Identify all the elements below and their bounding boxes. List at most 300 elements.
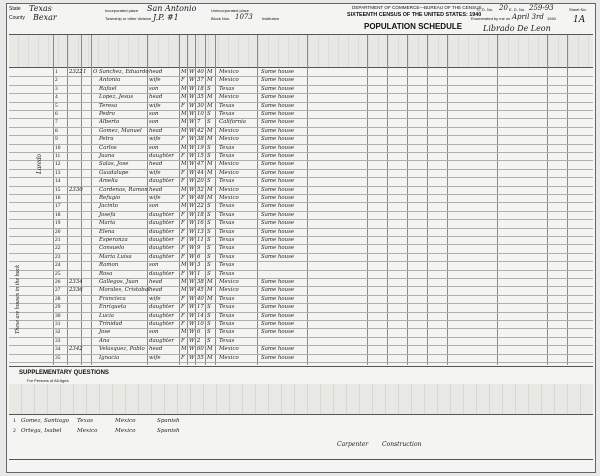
cell-name: Jacinto <box>99 203 119 210</box>
cell-age: 42 <box>197 127 204 134</box>
cell-birthplace: Mexico <box>219 169 239 176</box>
cell-birthplace: Texas <box>219 312 235 319</box>
cell-marital: S <box>207 228 211 235</box>
supplementary-line: 1 <box>13 418 16 424</box>
cell-residence: Same house <box>261 287 295 294</box>
cell-marital: M <box>207 77 213 84</box>
cell-relation: son <box>149 329 159 336</box>
cell-relation: son <box>149 262 159 269</box>
cell-age: 3 <box>197 262 201 269</box>
cell-race: W <box>189 77 195 84</box>
cell-line: 29 <box>55 304 61 311</box>
cell-name: Teresa <box>99 102 118 109</box>
cell-residence: Same house <box>261 127 295 134</box>
table-row <box>7 186 547 195</box>
cell-marital: M <box>207 186 213 193</box>
cell-residence: Same house <box>261 346 295 353</box>
footer-occupation: Carpenter <box>337 441 369 448</box>
cell-race: W <box>189 69 195 75</box>
cell-race: W <box>189 111 195 117</box>
cell-birthplace: Mexico <box>219 161 239 168</box>
cell-sex: M <box>181 161 187 168</box>
cell-line: 26 <box>55 279 61 285</box>
cell-birthplace: Texas <box>219 144 235 151</box>
table-row <box>7 295 547 304</box>
supplementary-birth2: Mexico <box>115 418 136 424</box>
cell-race: W <box>189 178 195 185</box>
supplementary-subtitle: For Persons of All Ages <box>27 378 69 383</box>
table-row <box>7 118 547 127</box>
cell-age: 19 <box>197 144 204 151</box>
cell-race: W <box>189 262 195 269</box>
supplementary-line: 2 <box>13 428 16 434</box>
cell-birthplace: Texas <box>219 337 235 344</box>
cell-marital: M <box>207 94 213 101</box>
supplementary-birth1: Mexico <box>77 428 98 434</box>
cell-relation: wife <box>149 169 161 176</box>
cell-name: Carlos <box>99 144 117 151</box>
table-row <box>7 354 547 363</box>
cell-marital: M <box>207 169 213 176</box>
cell-sex: F <box>181 270 185 277</box>
supplementary-header-band <box>9 384 593 414</box>
cell-name: Guadalupe <box>99 169 129 176</box>
state-label: State <box>9 6 21 12</box>
cell-name: Josefa <box>99 211 116 218</box>
incorporated-place-value: San Antonio <box>147 4 197 13</box>
cell-dwelling: 1 <box>83 69 87 75</box>
cell-name: Rafael <box>99 85 117 92</box>
cell-sex: M <box>181 69 187 75</box>
cell-relation: son <box>149 119 159 126</box>
cell-residence: Same house <box>261 329 295 336</box>
cell-marital: M <box>207 102 213 109</box>
cell-sex: F <box>181 337 185 344</box>
cell-birthplace: Texas <box>219 102 235 109</box>
cell-marital: S <box>207 153 211 159</box>
cell-residence: Same house <box>261 253 295 260</box>
cell-line: 33 <box>55 337 61 344</box>
cell-race: W <box>189 127 195 134</box>
cell-birthplace: Texas <box>219 153 235 159</box>
cell-birthplace: Texas <box>219 270 235 277</box>
cell-line: 17 <box>55 203 61 210</box>
cell-residence: Same house <box>261 321 295 327</box>
ed-label: E. D. No. <box>509 7 526 12</box>
cell-relation: daughter <box>149 321 174 327</box>
cell-relation: head <box>149 279 163 285</box>
cell-line: 15 <box>55 186 61 193</box>
ed-value: 259-93 <box>529 4 554 12</box>
cell-marital: S <box>207 312 211 319</box>
cell-race: W <box>189 195 195 201</box>
cell-marital: S <box>207 203 211 210</box>
table-row <box>7 152 547 161</box>
cell-birthplace: Texas <box>219 228 235 235</box>
cell-marital: S <box>207 253 211 260</box>
cell-relation: son <box>149 144 159 151</box>
cell-age: 44 <box>197 169 204 176</box>
supplementary-lang: Spanish <box>157 418 180 424</box>
cell-marital: S <box>207 211 211 218</box>
cell-age: 11 <box>197 237 204 243</box>
cell-relation: son <box>149 111 159 117</box>
cell-age: 45 <box>197 287 204 294</box>
cell-relation: daughter <box>149 304 174 311</box>
cell-relation: daughter <box>149 237 174 243</box>
cell-name: Amelia <box>99 178 118 185</box>
cell-race: W <box>189 203 195 210</box>
cell-birthplace: Texas <box>219 295 235 302</box>
table-row <box>7 244 547 253</box>
cell-residence: Same house <box>261 94 295 101</box>
cell-line: 10 <box>55 144 61 151</box>
cell-age: 2 <box>197 337 201 344</box>
block-value: 1073 <box>235 13 253 21</box>
cell-marital: M <box>207 346 213 353</box>
cell-sex: F <box>181 169 185 176</box>
cell-sex: F <box>181 153 185 159</box>
cell-sex: F <box>181 321 185 327</box>
cell-residence: Same house <box>261 69 295 75</box>
cell-age: 37 <box>197 77 204 84</box>
cell-relation: daughter <box>149 178 174 185</box>
cell-name: Gomez, Manuel <box>99 127 142 134</box>
supplementary-lang: Spanish <box>157 428 180 434</box>
cell-residence: Same house <box>261 312 295 319</box>
cell-marital: M <box>207 161 213 168</box>
table-row <box>7 169 547 178</box>
cell-age: 60 <box>197 346 204 353</box>
cell-marital: M <box>207 195 213 201</box>
department-line: DEPARTMENT OF COMMERCE—BUREAU OF THE CENSUS <box>352 5 482 10</box>
cell-line: 31 <box>55 321 61 327</box>
cell-sex: F <box>181 312 185 319</box>
cell-residence: Same house <box>261 237 295 243</box>
cell-residence: Same house <box>261 85 295 92</box>
cell-sex: M <box>181 279 187 285</box>
cell-house: 2322 <box>69 69 83 75</box>
cell-residence: Same house <box>261 279 295 285</box>
cell-name: Refugio <box>99 195 121 201</box>
cell-birthplace: Mexico <box>219 279 239 285</box>
table-row <box>7 253 547 262</box>
cell-relation: head <box>149 287 163 294</box>
margin-street: Laredo <box>35 154 43 174</box>
cell-birthplace: Mexico <box>219 136 239 143</box>
cell-race: W <box>189 161 195 168</box>
cell-name: Velasquez, Pablo <box>99 346 145 353</box>
cell-name: Ramon <box>99 262 119 269</box>
cell-marital: M <box>207 69 213 75</box>
cell-residence: Same house <box>261 220 295 227</box>
cell-sex: F <box>181 136 185 143</box>
cell-marital: S <box>207 178 211 185</box>
cell-relation: wife <box>149 195 161 201</box>
cell-age: 1 <box>197 270 201 277</box>
cell-marital: S <box>207 220 211 227</box>
cell-race: W <box>189 144 195 151</box>
table-row <box>7 270 547 279</box>
cell-age: 6 <box>197 253 201 260</box>
cell-residence: Same house <box>261 295 295 302</box>
table-row <box>7 110 547 119</box>
cell-name: Gallegos, Juan <box>99 279 139 285</box>
cell-birthplace: Mexico <box>219 127 239 134</box>
supplementary-body-rule <box>9 414 593 415</box>
cell-marital: S <box>207 321 211 327</box>
table-row <box>7 144 547 153</box>
table-row <box>7 135 547 144</box>
cell-race: W <box>189 186 195 193</box>
cell-residence: Same house <box>261 354 295 361</box>
supplementary-birth2: Mexico <box>115 428 136 434</box>
cell-birthplace: Texas <box>219 321 235 327</box>
cell-birthplace: Texas <box>219 262 235 269</box>
cell-residence: Same house <box>261 203 295 210</box>
column-header-band <box>9 35 593 67</box>
cell-birthplace: Mexico <box>219 69 239 75</box>
footer-rule <box>9 459 593 460</box>
cell-age: 20 <box>197 178 204 185</box>
cell-name: Jose <box>99 329 111 336</box>
cell-line: 9 <box>55 136 58 143</box>
row-rule <box>9 362 593 363</box>
cell-sex: M <box>181 127 187 134</box>
cell-line: 19 <box>55 220 61 227</box>
cell-age: 16 <box>197 220 204 227</box>
cell-residence: Same house <box>261 136 295 143</box>
cell-age: 18 <box>197 85 204 92</box>
cell-race: W <box>189 287 195 294</box>
footer-industry: Construction <box>382 441 422 448</box>
census-sheet <box>6 3 596 473</box>
cell-race: W <box>189 211 195 218</box>
table-row <box>7 68 547 77</box>
cell-line: 5 <box>55 102 58 109</box>
cell-race: W <box>189 253 195 260</box>
table-row <box>7 102 547 111</box>
enumerated-date: April 3rd <box>512 13 544 21</box>
cell-residence: Same house <box>261 228 295 235</box>
cell-name: Consuelo <box>99 245 125 252</box>
incorporated-place-label: Incorporated place <box>105 8 139 13</box>
cell-birthplace: California <box>219 119 247 126</box>
cell-birthplace: Mexico <box>219 77 239 84</box>
enumerated-label: Enumerated by me on <box>471 16 511 21</box>
cell-sex: M <box>181 94 187 101</box>
cell-age: 22 <box>197 203 204 210</box>
cell-residence: Same house <box>261 153 295 159</box>
cell-residence: Same house <box>261 102 295 109</box>
cell-name: Pedro <box>99 111 115 117</box>
table-row <box>7 202 547 211</box>
census-title: SIXTEENTH CENSUS OF THE UNITED STATES: 1940 <box>347 12 482 18</box>
cell-age: 9 <box>197 245 201 252</box>
cell-marital: M <box>207 287 213 294</box>
cell-race: W <box>189 136 195 143</box>
supplementary-name: Gomez, Santiago <box>21 418 70 424</box>
cell-relation: daughter <box>149 228 174 235</box>
cell-birthplace: Texas <box>219 245 235 252</box>
table-row <box>7 328 547 337</box>
cell-sex: M <box>181 85 187 92</box>
cell-line: 24 <box>55 262 61 269</box>
cell-race: W <box>189 337 195 344</box>
cell-marital: S <box>207 237 211 243</box>
cell-birthplace: Texas <box>219 253 235 260</box>
block-label: Block Nos. <box>211 16 231 21</box>
cell-sex: M <box>181 329 187 336</box>
cell-birthplace: Texas <box>219 237 235 243</box>
cell-residence: Same house <box>261 195 295 201</box>
table-row <box>7 261 547 270</box>
table-row <box>7 228 547 237</box>
enumerator-signature: Librado De Leon <box>483 24 551 33</box>
cell-sex: F <box>181 245 185 252</box>
cell-race: W <box>189 94 195 101</box>
cell-name: Maria Luisa <box>99 253 132 260</box>
cell-age: 14 <box>197 312 204 319</box>
cell-sex: F <box>181 295 185 302</box>
cell-own: O <box>93 69 98 75</box>
cell-sex: F <box>181 77 185 84</box>
table-row <box>7 236 547 245</box>
cell-line: 34 <box>55 346 61 353</box>
supplementary-title: SUPPLEMENTARY QUESTIONS <box>19 370 109 376</box>
cell-house: 2330 <box>69 186 83 193</box>
cell-relation: head <box>149 346 163 353</box>
cell-birthplace: Mexico <box>219 94 239 101</box>
cell-line: 14 <box>55 178 61 185</box>
cell-sex: M <box>181 111 187 117</box>
cell-race: W <box>189 354 195 361</box>
supplementary-name: Ortega, Isabel <box>21 428 62 434</box>
cell-line: 1 <box>55 69 58 75</box>
cell-name: Petra <box>99 136 114 143</box>
cell-marital: S <box>207 144 211 151</box>
cell-age: 6 <box>197 329 201 336</box>
cell-birthplace: Mexico <box>219 195 239 201</box>
cell-age: 30 <box>197 102 204 109</box>
cell-birthplace: Mexico <box>219 354 239 361</box>
supplementary-birth1: Texas <box>77 418 93 424</box>
cell-sex: F <box>181 354 185 361</box>
cell-marital: M <box>207 136 213 143</box>
cell-relation: daughter <box>149 220 174 227</box>
cell-race: W <box>189 321 195 327</box>
schedule-title: POPULATION SCHEDULE <box>364 22 463 31</box>
cell-name: Sanchez, Eduardo <box>99 69 149 75</box>
sd-value: 20 <box>499 4 508 12</box>
cell-birthplace: Texas <box>219 203 235 210</box>
cell-race: W <box>189 270 195 277</box>
cell-line: 4 <box>55 94 58 101</box>
cell-line: 30 <box>55 312 61 319</box>
cell-name: Cardenas, Ramon <box>99 186 148 193</box>
cell-residence: Same house <box>261 304 295 311</box>
table-row <box>7 278 547 287</box>
cell-line: 21 <box>55 237 61 243</box>
cell-line: 7 <box>55 119 58 126</box>
cell-name: Morales, Cristobal <box>99 287 150 294</box>
cell-race: W <box>189 169 195 176</box>
cell-relation: wife <box>149 354 161 361</box>
cell-line: 23 <box>55 253 61 260</box>
cell-sex: F <box>181 237 185 243</box>
cell-sex: F <box>181 178 185 185</box>
table-row <box>7 177 547 186</box>
cell-race: W <box>189 237 195 243</box>
cell-age: 40 <box>197 69 204 75</box>
cell-sex: M <box>181 203 187 210</box>
cell-race: W <box>189 119 195 126</box>
cell-age: 18 <box>197 211 204 218</box>
cell-race: W <box>189 102 195 109</box>
cell-name: Enriqueta <box>99 304 127 311</box>
cell-residence: Same house <box>261 119 295 126</box>
cell-marital: S <box>207 245 211 252</box>
cell-sex: M <box>181 287 187 294</box>
sheet-value: 1A <box>573 15 586 25</box>
cell-sex: F <box>181 195 185 201</box>
cell-relation: head <box>149 161 163 168</box>
cell-marital: M <box>207 279 213 285</box>
cell-race: W <box>189 329 195 336</box>
table-row <box>7 194 547 203</box>
cell-line: 20 <box>55 228 61 235</box>
cell-line: 8 <box>55 127 58 134</box>
cell-relation: head <box>149 94 163 101</box>
year-suffix: 1940 <box>547 16 556 21</box>
cell-sex: F <box>181 102 185 109</box>
cell-birthplace: Texas <box>219 111 235 117</box>
cell-age: 10 <box>197 321 204 327</box>
table-row <box>7 127 547 136</box>
cell-relation: wife <box>149 295 161 302</box>
cell-line: 25 <box>55 270 61 277</box>
cell-relation: daughter <box>149 153 174 159</box>
cell-name: Ignacia <box>99 354 120 361</box>
cell-name: Juana <box>99 153 115 159</box>
cell-birthplace: Texas <box>219 220 235 227</box>
table-row <box>7 303 547 312</box>
cell-marital: M <box>207 354 213 361</box>
table-row <box>7 93 547 102</box>
cell-race: W <box>189 245 195 252</box>
cell-race: W <box>189 153 195 159</box>
cell-race: W <box>189 220 195 227</box>
table-row <box>7 345 547 354</box>
cell-race: W <box>189 295 195 302</box>
cell-relation: daughter <box>149 312 174 319</box>
cell-house: 2336 <box>69 287 83 294</box>
cell-line: 12 <box>55 161 61 168</box>
cell-line: 28 <box>55 295 61 302</box>
cell-residence: Same house <box>261 77 295 84</box>
cell-sex: F <box>181 220 185 227</box>
cell-line: 18 <box>55 211 61 218</box>
county-label: County <box>9 15 25 21</box>
cell-relation: wife <box>149 102 161 109</box>
cell-line: 32 <box>55 329 61 336</box>
cell-residence: Same house <box>261 211 295 218</box>
cell-race: W <box>189 85 195 92</box>
cell-line: 2 <box>55 77 58 84</box>
institution-label: Institution <box>262 16 280 21</box>
cell-relation: wife <box>149 136 161 143</box>
cell-age: 40 <box>197 295 204 302</box>
